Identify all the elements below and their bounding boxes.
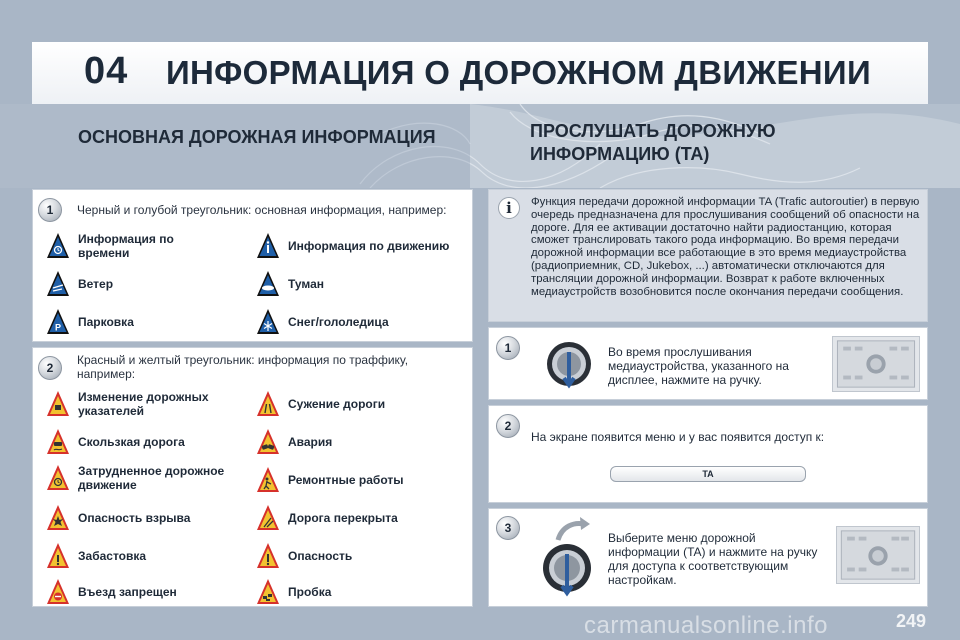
wind-icon [46,270,70,298]
list-item [256,466,456,496]
accident-icon [256,428,280,456]
basic-info-intro: Черный и голубой треугольник: основная информация, например: [77,203,447,217]
section-title-listen-ta [530,120,776,166]
list-item [256,390,456,420]
item-label: Парковка [78,315,134,329]
list-item [46,308,246,338]
step-panel [488,405,928,503]
item-label: Ветер [78,277,114,291]
step-badge: 2 [496,414,520,438]
chapter-header [32,42,928,104]
ta-description: Функция передачи дорожной информации TA (Trafic autoroutier) в первую очередь предназначена для прослушивания сообщений об опасности на дороге. Для ее активации достаточно найти радиостанцию, которая сможет транслировать такого рода информацию. Во время передачи дорожной информации все работающие в это время медиаустройства (радиоприемник, CD, Jukebox, ...) автоматически отключаются для трансляции дорожной информации. Возврат к работе включенных медиаустройств возобновится после окончания передачи сообщения. [531,196,920,298]
fog-icon [256,270,280,298]
item-label: Въезд запрещен [78,585,177,599]
list-item [256,542,456,572]
chapter-number: 04 [84,50,129,92]
rotary-knob-icon [540,516,600,600]
item-label: Опасность взрыва [78,511,191,525]
list-item [46,390,246,420]
time-info-icon [46,232,70,260]
step-badge: 2 [38,356,62,380]
list-item [256,578,456,608]
page-number: 249 [896,611,927,631]
list-item [46,428,246,458]
item-label: Информация по времени [78,232,174,260]
radio-unit-icon [832,336,920,392]
item-label: Дорога перекрыта [288,511,398,525]
step-instruction: Выберите меню дорожной информации (TA) и нажмите на ручку для доступа к соответствующим настройкам. [608,531,818,587]
rotary-knob-icon [544,338,594,394]
list-item [256,270,456,300]
slippery-road-icon [46,428,70,456]
item-label: Пробка [288,585,332,599]
info-icon: i [498,197,520,219]
heavy-traffic-icon [46,464,70,492]
item-label: Информация по движению [288,239,450,253]
snow-ice-icon [256,308,280,336]
item-label: Сужение дороги [288,397,386,411]
page-title: ИНФОРМАЦИЯ О ДОРОЖНОМ ДВИЖЕНИИ [166,54,871,91]
list-item [46,232,246,262]
step-badge: 3 [496,516,520,540]
road-narrows-icon [256,390,280,418]
danger-icon [256,542,280,570]
step-badge: 1 [496,336,520,360]
list-item [46,542,246,572]
watermark: carmanualsonline.info [584,612,828,639]
parking-icon [46,308,70,336]
roadworks-icon [256,466,280,494]
menu-item-ta[interactable]: TA [610,466,806,482]
list-item [256,308,456,338]
item-label: Опасность [288,549,353,563]
item-label: Изменение дорожных указателей [78,390,209,418]
list-item [256,428,456,458]
list-item [46,578,246,608]
item-label: Туман [288,277,325,291]
no-entry-icon [46,578,70,606]
traffic-jam-icon [256,578,280,606]
step-instruction: Во время прослушивания медиаустройства, указанного на дисплее, нажмите на ручку. [608,345,789,387]
svg-text:P: P [54,322,62,333]
item-label: Затрудненное дорожное движение [78,464,225,492]
road-closed-icon [256,504,280,532]
item-label: Снег/гололедица [288,315,389,329]
list-item [256,232,466,262]
list-item [46,504,246,534]
item-label: Ремонтные работы [288,473,404,487]
section-title-line: ПРОСЛУШАТЬ ДОРОЖНУЮ [530,121,776,141]
step-instruction: На экране появится меню и у вас появится доступ к: [531,430,825,444]
sign-change-icon [46,390,70,418]
step-badge: 1 [38,198,62,222]
section-title-basic-info: ОСНОВНАЯ ДОРОЖНАЯ ИНФОРМАЦИЯ [78,127,436,147]
strike-icon [46,542,70,570]
list-item [46,270,246,300]
item-label: Забастовка [78,549,147,563]
radio-unit-icon [836,526,920,584]
item-label: Авария [288,435,333,449]
section-title-line: ИНФОРМАЦИЮ (TA) [530,144,710,164]
item-label: Скользкая дорога [78,435,185,449]
traffic-info-icon [256,232,280,260]
list-item [256,504,456,534]
explosion-icon [46,504,70,532]
list-item [46,464,246,494]
traffic-info-intro: Красный и желтый треугольник: информация по траффику, например: [77,353,409,381]
